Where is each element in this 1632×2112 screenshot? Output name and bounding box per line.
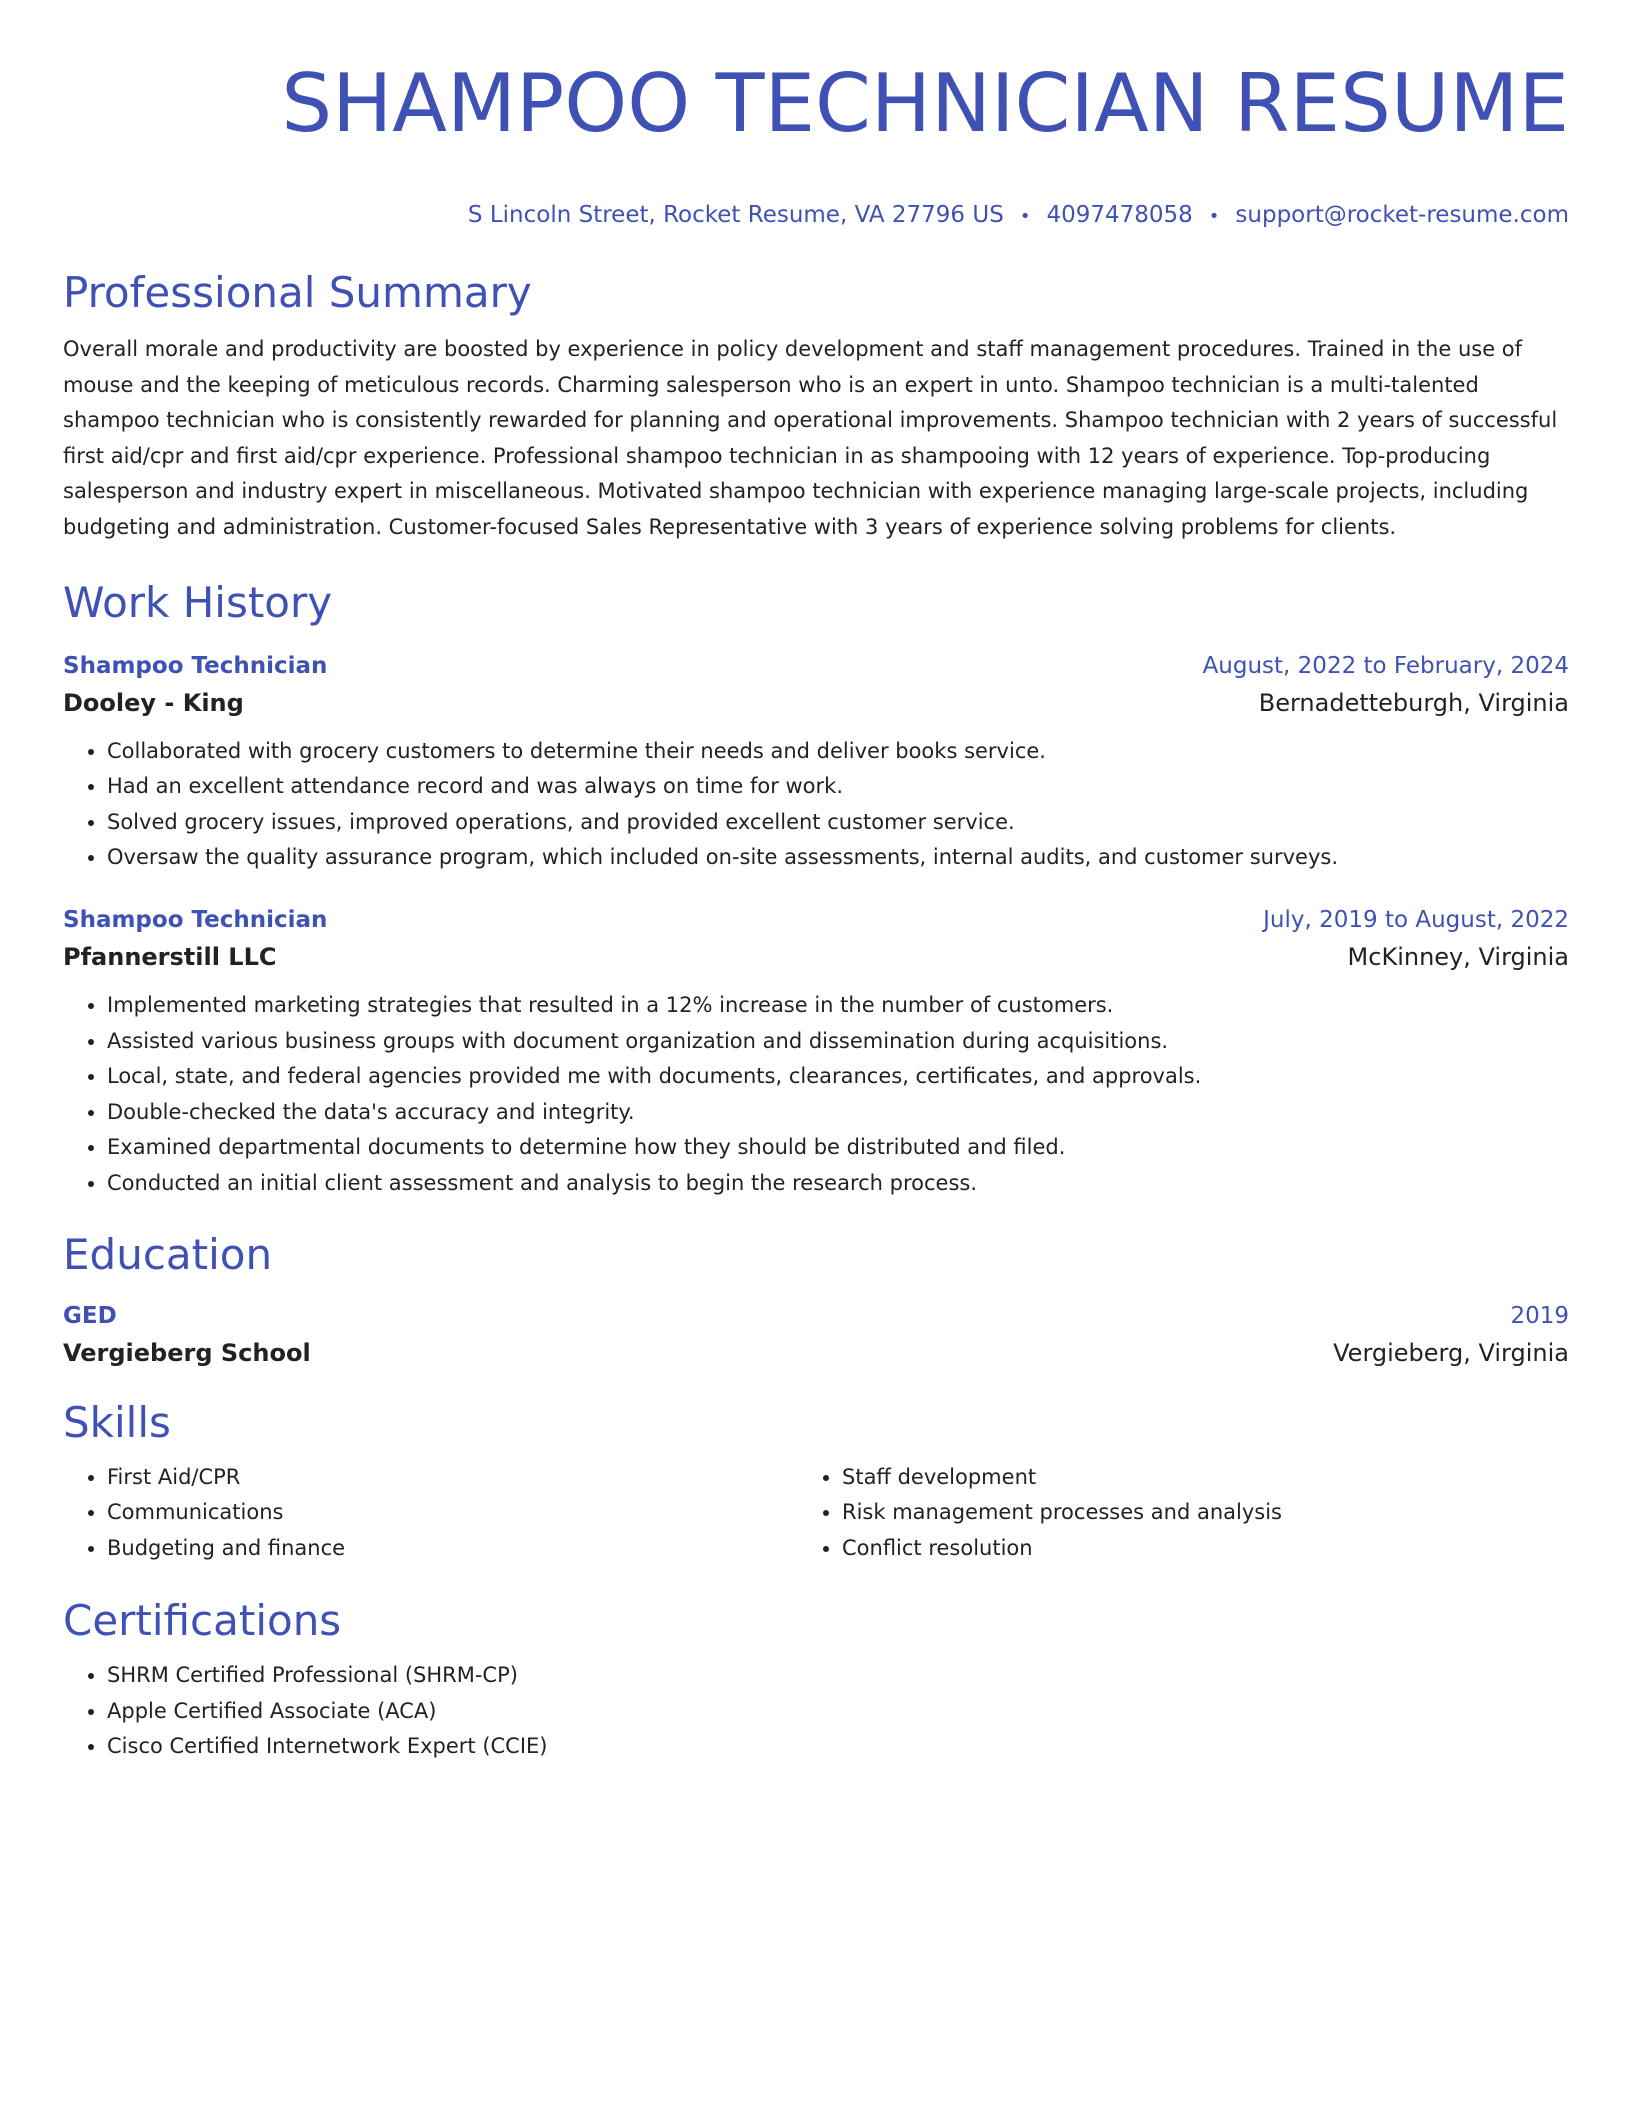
contact-address: S Lincoln Street, Rocket Resume, VA 27796 US — [467, 202, 1004, 228]
skill-item: • Risk management processes and analysis — [842, 1495, 1533, 1531]
job-location: McKinney, Virginia — [1347, 942, 1569, 971]
contact-email: support@rocket-resume.com — [1235, 202, 1569, 228]
skill-item: • First Aid/CPR — [107, 1460, 798, 1496]
job-entry — [63, 902, 1569, 1202]
job-duty: • Collaborated with grocery customers to determine their needs and deliver books service. — [107, 734, 1569, 770]
job-company: Dooley - King — [63, 688, 244, 717]
job-company: Pfannerstill LLC — [63, 942, 277, 971]
job-dates: August, 2022 to February, 2024 — [1202, 652, 1569, 679]
job-dates: July, 2019 to August, 2022 — [1263, 906, 1569, 933]
contact-phone: 4097478058 — [1046, 202, 1193, 228]
job-duty: • Conducted an initial client assessment and analysis to begin the research process. — [107, 1166, 1569, 1202]
job-header-row — [63, 902, 1569, 938]
summary-text: Overall morale and productivity are boosted by experience in policy development and staff management procedures. Trained in the use of mouse and the keeping of meticulous records. Charming salesperson who is an expert in unto. Shampoo technician is a multi-talented shampoo technician who is consistently rewarded for planning and operational improvements. Shampoo technician with 2 years of successful first aid/cpr and first aid/cpr experience. Professional shampoo technician in as shampooing with 12 years of experience. Top-producing salesperson and industry expert in miscellaneous. Motivated shampoo technician with experience managing large-scale projects, including budgeting and administration. Customer-focused Sales Representative with 3 years of experience solving problems for clients. — [63, 337, 1558, 539]
job-duty: • Local, state, and federal agencies provided me with documents, clearances, certificates, and approvals. — [107, 1059, 1569, 1095]
skill-item: • Budgeting and finance — [107, 1531, 798, 1567]
job-duty: • Examined departmental documents to determine how they should be distributed and filed. — [107, 1130, 1569, 1166]
certification-item: • Apple Certified Associate (ACA) — [107, 1694, 1569, 1730]
resume-title: SHAMPOO TECHNICIAN RESUME — [281, 57, 1569, 150]
job-duty: • Double-checked the data's accuracy and integrity. — [107, 1095, 1569, 1131]
job-company-row — [63, 684, 1569, 722]
job-entry — [63, 648, 1569, 876]
certification-item: • SHRM Certified Professional (SHRM-CP) — [107, 1658, 1569, 1694]
skill-item: • Communications — [107, 1495, 798, 1531]
contact-separator: • — [1208, 206, 1220, 227]
job-title: Shampoo Technician — [63, 652, 328, 679]
work-history-heading: Work History — [63, 577, 333, 627]
job-duty: • Oversaw the quality assurance program, which included on-site assessments, internal audits, and customer surveys. — [107, 840, 1569, 876]
job-duty: • Solved grocery issues, improved operations, and provided excellent customer service. — [107, 805, 1569, 841]
skill-item: • Staff development — [842, 1460, 1533, 1496]
job-duties-list — [63, 988, 1569, 1202]
education-school-row — [63, 1334, 1569, 1372]
job-title: Shampoo Technician — [63, 906, 328, 933]
skills-list — [798, 1460, 1533, 1567]
education-degree: GED — [63, 1302, 117, 1329]
education-header-row — [63, 1298, 1569, 1334]
job-duty: • Implemented marketing strategies that resulted in a 12% increase in the number of customers. — [107, 988, 1569, 1024]
job-duties-list — [63, 734, 1569, 876]
certifications-heading: Certifications — [63, 1596, 342, 1646]
education-year: 2019 — [1510, 1302, 1569, 1329]
certifications-list — [63, 1658, 1569, 1765]
job-company-row — [63, 938, 1569, 976]
contact-separator: • — [1019, 206, 1031, 227]
certification-item: • Cisco Certified Internetwork Expert (CCIE) — [107, 1729, 1569, 1765]
skills-column-right — [798, 1460, 1533, 1567]
job-duty: • Assisted various business groups with document organization and dissemination during acquisitions. — [107, 1024, 1569, 1060]
education-school: Vergieberg School — [63, 1338, 311, 1367]
contact-line — [63, 200, 1569, 232]
skills-heading: Skills — [63, 1397, 171, 1447]
job-duty: • Had an excellent attendance record and was always on time for work. — [107, 769, 1569, 805]
education-entry — [63, 1298, 1569, 1372]
education-location: Vergieberg, Virginia — [1333, 1338, 1569, 1367]
skills-list — [63, 1460, 798, 1567]
education-heading: Education — [63, 1229, 273, 1279]
summary-heading: Professional Summary — [63, 268, 532, 317]
skills-column-left — [63, 1460, 798, 1567]
skills-grid — [63, 1460, 1569, 1567]
job-header-row — [63, 648, 1569, 684]
skill-item: • Conflict resolution — [842, 1531, 1533, 1567]
job-location: Bernadetteburgh, Virginia — [1258, 688, 1569, 717]
